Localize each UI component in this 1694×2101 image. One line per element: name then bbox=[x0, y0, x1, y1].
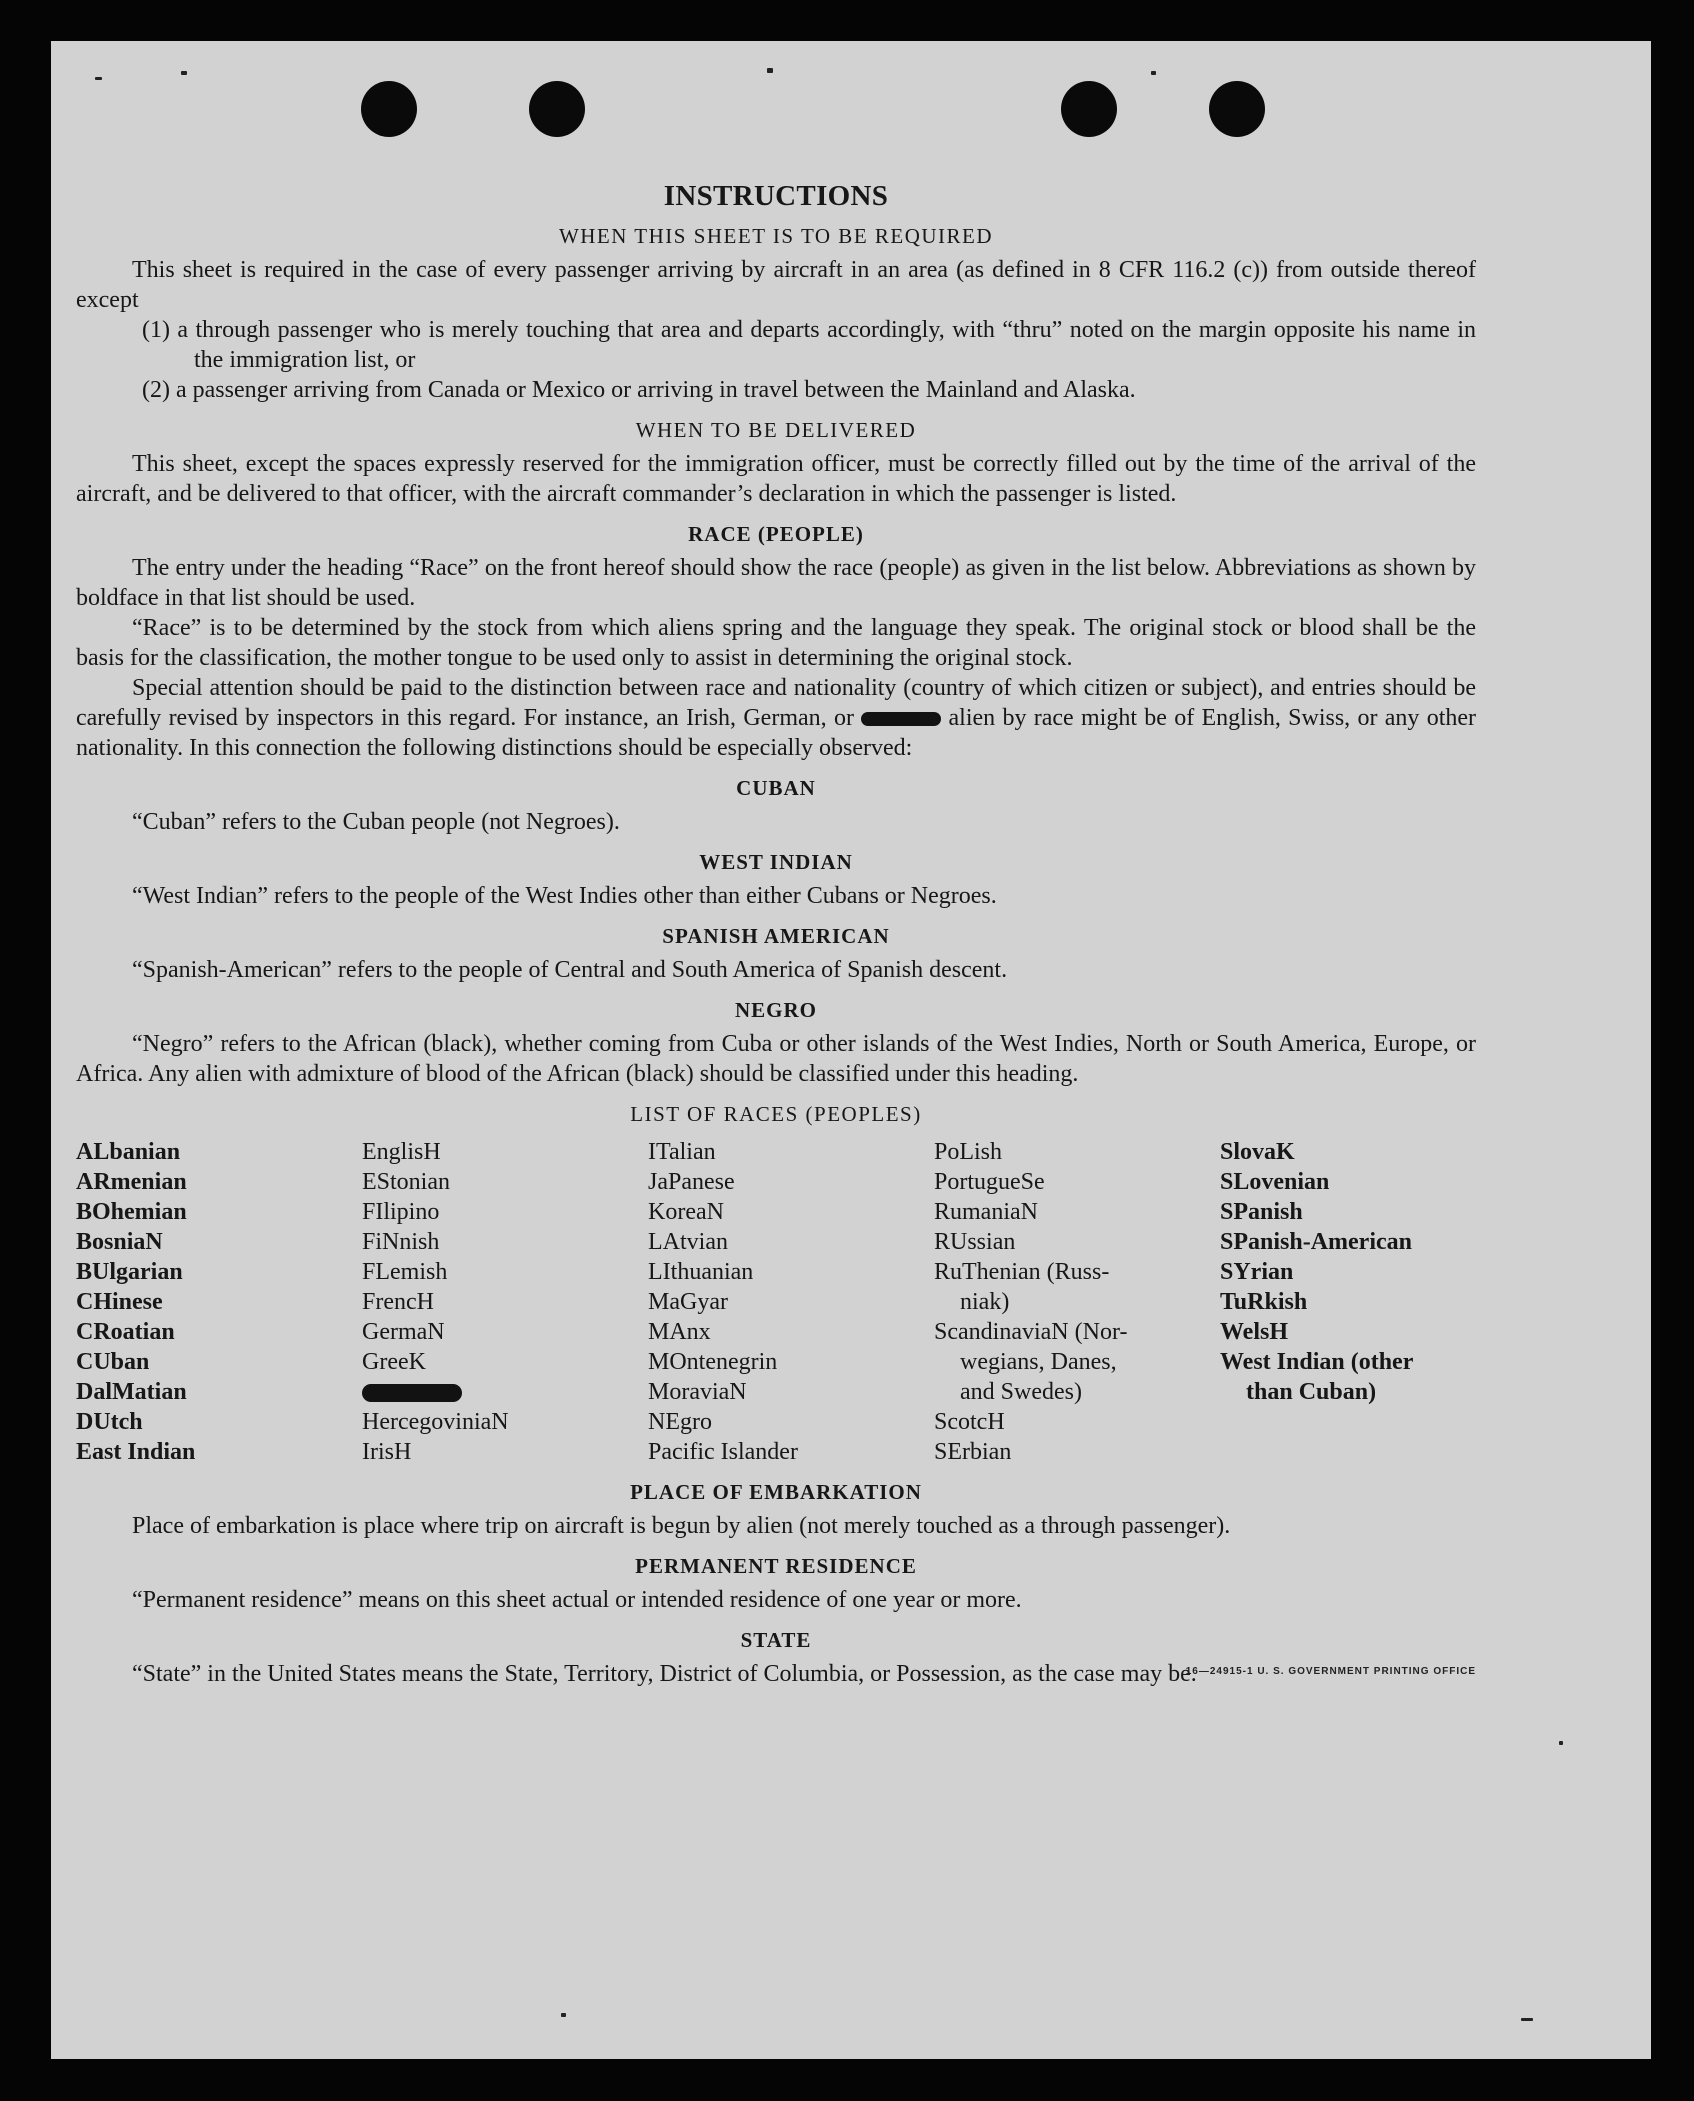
section-heading-state: STATE bbox=[740, 1628, 812, 1652]
punch-hole bbox=[1061, 81, 1117, 137]
speck bbox=[1559, 1741, 1563, 1745]
race-item: FiNnish bbox=[362, 1229, 440, 1255]
race-item: East Indian bbox=[76, 1439, 196, 1465]
race-item: MAnx bbox=[648, 1319, 711, 1345]
race-item: Pacific Islander bbox=[648, 1439, 798, 1465]
race-item: JaPanese bbox=[648, 1169, 735, 1195]
race-item: RUssian bbox=[934, 1229, 1016, 1255]
race-item: MOntenegrin bbox=[648, 1349, 778, 1375]
race-item: CRoatian bbox=[76, 1319, 175, 1345]
race-item: WelsH bbox=[1220, 1319, 1289, 1345]
race-item: West Indian (other bbox=[1220, 1349, 1414, 1375]
races-list bbox=[76, 1137, 1476, 1467]
speck bbox=[767, 68, 773, 73]
race-item: SPanish bbox=[1220, 1199, 1303, 1225]
section-heading-west-indian: WEST INDIAN bbox=[699, 850, 853, 874]
race-item: ARmenian bbox=[76, 1169, 187, 1195]
race-item: DUtch bbox=[76, 1409, 143, 1435]
required-exception-1: (1) a through passenger who is merely touching that area and departs accordingly, with “thru” noted on the margin opposite his name in the immigration list, or bbox=[142, 317, 1476, 373]
state-text: “State” in the United States means the State, Territory, District of Columbia, or Possession, as the case may be. bbox=[132, 1661, 1197, 1687]
race-item: RumaniaN bbox=[934, 1199, 1038, 1225]
required-exception-2: (2) a passenger arriving from Canada or Mexico or arriving in travel between the Mainland and Alaska. bbox=[142, 377, 1136, 403]
negro-text: “Negro” refers to the African (black), whether coming from Cuba or other islands of the West Indies, North or South America, Europe, or Africa. Any alien with admixture of blood of the African (black) should be classified under this heading. bbox=[76, 1031, 1476, 1087]
printer-mark: 16—24915-1 U. S. GOVERNMENT PRINTING OFFICE bbox=[1185, 1666, 1476, 1677]
race-item: ITalian bbox=[648, 1139, 716, 1165]
race-item: FLemish bbox=[362, 1259, 448, 1285]
race-item: MoraviaN bbox=[648, 1379, 747, 1405]
race-item: and Swedes) bbox=[960, 1379, 1082, 1405]
race-item: PortugueSe bbox=[934, 1169, 1045, 1195]
race-item: ScandinaviaN (Nor- bbox=[934, 1319, 1128, 1345]
race-item: LIthuanian bbox=[648, 1259, 754, 1285]
instructions-body bbox=[76, 181, 1476, 1689]
race-item: BOhemian bbox=[76, 1199, 187, 1225]
section-heading-cuban: CUBAN bbox=[736, 776, 816, 800]
west-indian-text: “West Indian” refers to the people of the West Indies other than either Cubans or Negroes. bbox=[132, 883, 997, 909]
cuban-text: “Cuban” refers to the Cuban people (not Negroes). bbox=[132, 809, 620, 835]
race-item: DalMatian bbox=[76, 1379, 187, 1405]
section-heading-spanish-american: SPANISH AMERICAN bbox=[662, 924, 890, 948]
spanish-american-text: “Spanish-American” refers to the people of Central and South America of Spanish descent. bbox=[132, 957, 1008, 983]
punch-hole bbox=[529, 81, 585, 137]
race-item: wegians, Danes, bbox=[960, 1349, 1117, 1375]
punch-hole bbox=[1209, 81, 1265, 137]
state-row bbox=[76, 1659, 1476, 1689]
delivered-text: This sheet, except the spaces expressly reserved for the immigration officer, must be correctly filled out by the time of the arrival of the aircraft, and be delivered to that officer, with the aircraft commander’s declaration in which the passenger is listed. bbox=[76, 451, 1476, 507]
race-item: PoLish bbox=[934, 1139, 1003, 1165]
race-item: FrencH bbox=[362, 1289, 434, 1315]
race-paragraph-2: “Race” is to be determined by the stock from which aliens spring and the language they speak. The original stock or blood shall be the basis for the classification, the mother tongue to be used only to assist in determining the original stock. bbox=[76, 615, 1476, 671]
redaction-mark bbox=[861, 712, 941, 726]
race-paragraph-3-part-a: Special attention should be paid to the distinction between race and nationality (country of which citizen or subject), and entries should be carefully revised by inspectors in this regard. For instance, an Irish, German, or bbox=[76, 675, 1476, 731]
race-item: ALbanian bbox=[76, 1139, 181, 1165]
race-item: EStonian bbox=[362, 1169, 450, 1195]
page-title: INSTRUCTIONS bbox=[663, 180, 889, 212]
races-column-1 bbox=[76, 1137, 362, 1467]
race-item: TuRkish bbox=[1220, 1289, 1308, 1315]
race-item: GreeK bbox=[362, 1349, 426, 1375]
race-item: GermaN bbox=[362, 1319, 445, 1345]
race-item: BUlgarian bbox=[76, 1259, 183, 1285]
race-item: SErbian bbox=[934, 1439, 1012, 1465]
race-item: FIlipino bbox=[362, 1199, 440, 1225]
section-heading-embarkation: PLACE OF EMBARKATION bbox=[630, 1480, 922, 1504]
section-heading-required: WHEN THIS SHEET IS TO BE REQUIRED bbox=[558, 224, 994, 248]
race-item: SLovenian bbox=[1220, 1169, 1330, 1195]
race-item: niak) bbox=[960, 1289, 1010, 1315]
section-heading-residence: PERMANENT RESIDENCE bbox=[635, 1554, 917, 1578]
speck bbox=[95, 77, 102, 80]
punch-hole bbox=[361, 81, 417, 137]
race-item: SlovaK bbox=[1220, 1139, 1295, 1165]
races-column-4 bbox=[934, 1137, 1220, 1467]
races-column-3 bbox=[648, 1137, 934, 1467]
race-item: NEgro bbox=[648, 1409, 712, 1435]
race-item: RuThenian (Russ- bbox=[934, 1259, 1110, 1285]
required-intro: This sheet is required in the case of every passenger arriving by aircraft in an area (as defined in 8 CFR 116.2 (c)) from outside thereof except bbox=[76, 257, 1476, 313]
race-item: MaGyar bbox=[648, 1289, 728, 1315]
race-item: KoreaN bbox=[648, 1199, 724, 1225]
residence-text: “Permanent residence” means on this sheet actual or intended residence of one year or more. bbox=[132, 1587, 1022, 1613]
embarkation-text: Place of embarkation is place where trip on aircraft is begun by alien (not merely touched as a through passenger). bbox=[132, 1513, 1231, 1539]
race-item: BosniaN bbox=[76, 1229, 163, 1255]
speck bbox=[561, 2013, 566, 2017]
race-paragraph-1: The entry under the heading “Race” on the front hereof should show the race (people) as given in the list below. Abbreviations as shown by boldface in that list should be used. bbox=[76, 555, 1476, 611]
section-heading-delivered: WHEN TO BE DELIVERED bbox=[635, 418, 917, 442]
section-heading-race: RACE (PEOPLE) bbox=[688, 522, 864, 546]
race-item: CHinese bbox=[76, 1289, 163, 1315]
speck bbox=[1151, 71, 1156, 75]
race-item-redacted bbox=[362, 1377, 648, 1407]
race-paragraph-3 bbox=[76, 673, 1476, 763]
section-heading-races-list: LIST OF RACES (PEOPLES) bbox=[630, 1102, 922, 1126]
speck bbox=[181, 71, 187, 75]
race-item: than Cuban) bbox=[1246, 1379, 1377, 1405]
race-item: SYrian bbox=[1220, 1259, 1294, 1285]
document-page bbox=[51, 41, 1651, 2059]
races-column-5 bbox=[1220, 1137, 1476, 1467]
race-item: EnglisH bbox=[362, 1139, 441, 1165]
race-item: SPanish-American bbox=[1220, 1229, 1412, 1255]
race-item: LAtvian bbox=[648, 1229, 728, 1255]
speck bbox=[1521, 2018, 1533, 2021]
section-heading-negro: NEGRO bbox=[734, 998, 817, 1022]
races-column-2 bbox=[362, 1137, 648, 1467]
race-item: IrisH bbox=[362, 1439, 412, 1465]
race-item: HercegoviniaN bbox=[362, 1409, 509, 1435]
race-paragraph-3-part-b: alien by race might be of English, Swiss, or any other nationality. In this connection the following distinctions should be especially observed: bbox=[76, 705, 1477, 761]
race-item: ScotcH bbox=[934, 1409, 1005, 1435]
race-item: CUban bbox=[76, 1349, 150, 1375]
redaction-mark bbox=[362, 1384, 462, 1402]
